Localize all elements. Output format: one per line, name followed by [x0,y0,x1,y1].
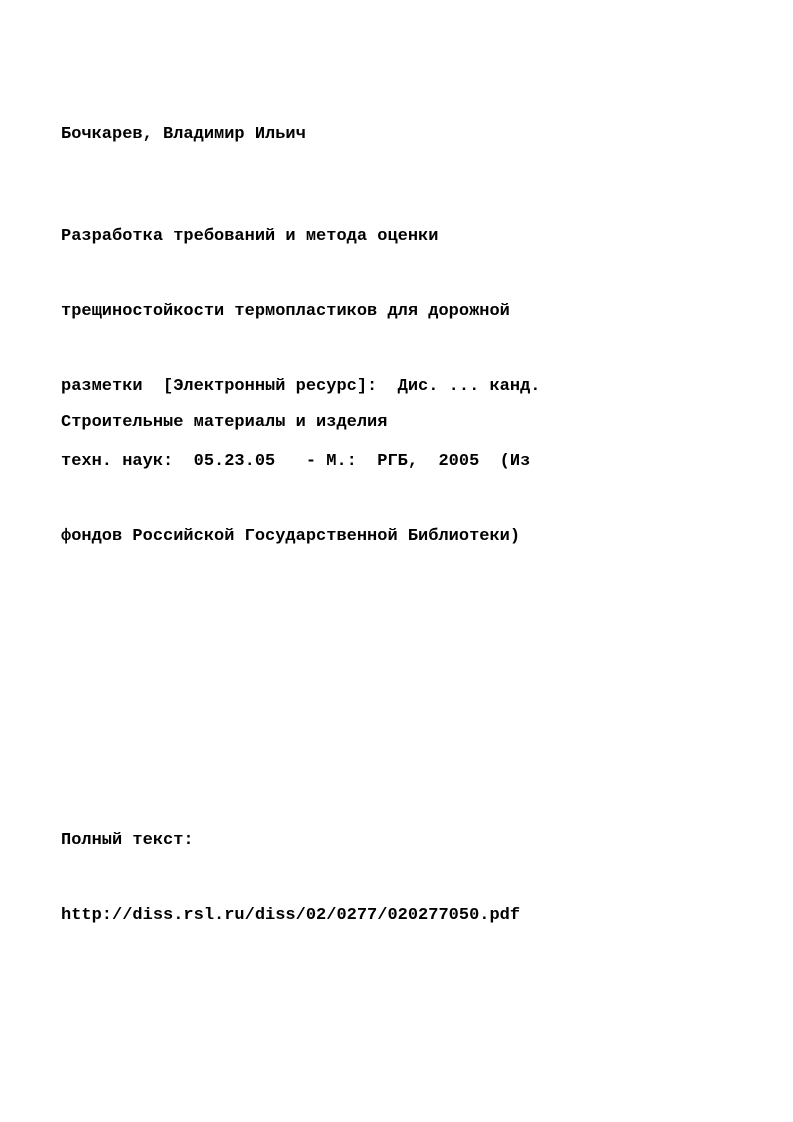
author-name: Бочкарев, Владимир Ильич [61,125,306,144]
title-line: Разработка требований и метода оценки [61,227,439,246]
title-line: фондов Российской Государственной Библиотеки) [61,527,521,546]
dissertation-title [61,174,540,599]
subject-heading: Строительные материалы и изделия [61,413,388,432]
title-line: трещиностойкости термопластиков для дорожной [61,302,510,321]
fulltext-section [61,778,520,978]
title-line: техн. наук: 05.23.05 - М.: РГБ, 2005 (Из [61,452,531,471]
fulltext-url[interactable]: http://diss.rsl.ru/diss/02/0277/020277050.pdf [61,906,521,925]
fulltext-label: Полный текст: [61,831,194,850]
title-line: разметки [Электронный ресурс]: Дис. ... канд. [61,377,541,396]
